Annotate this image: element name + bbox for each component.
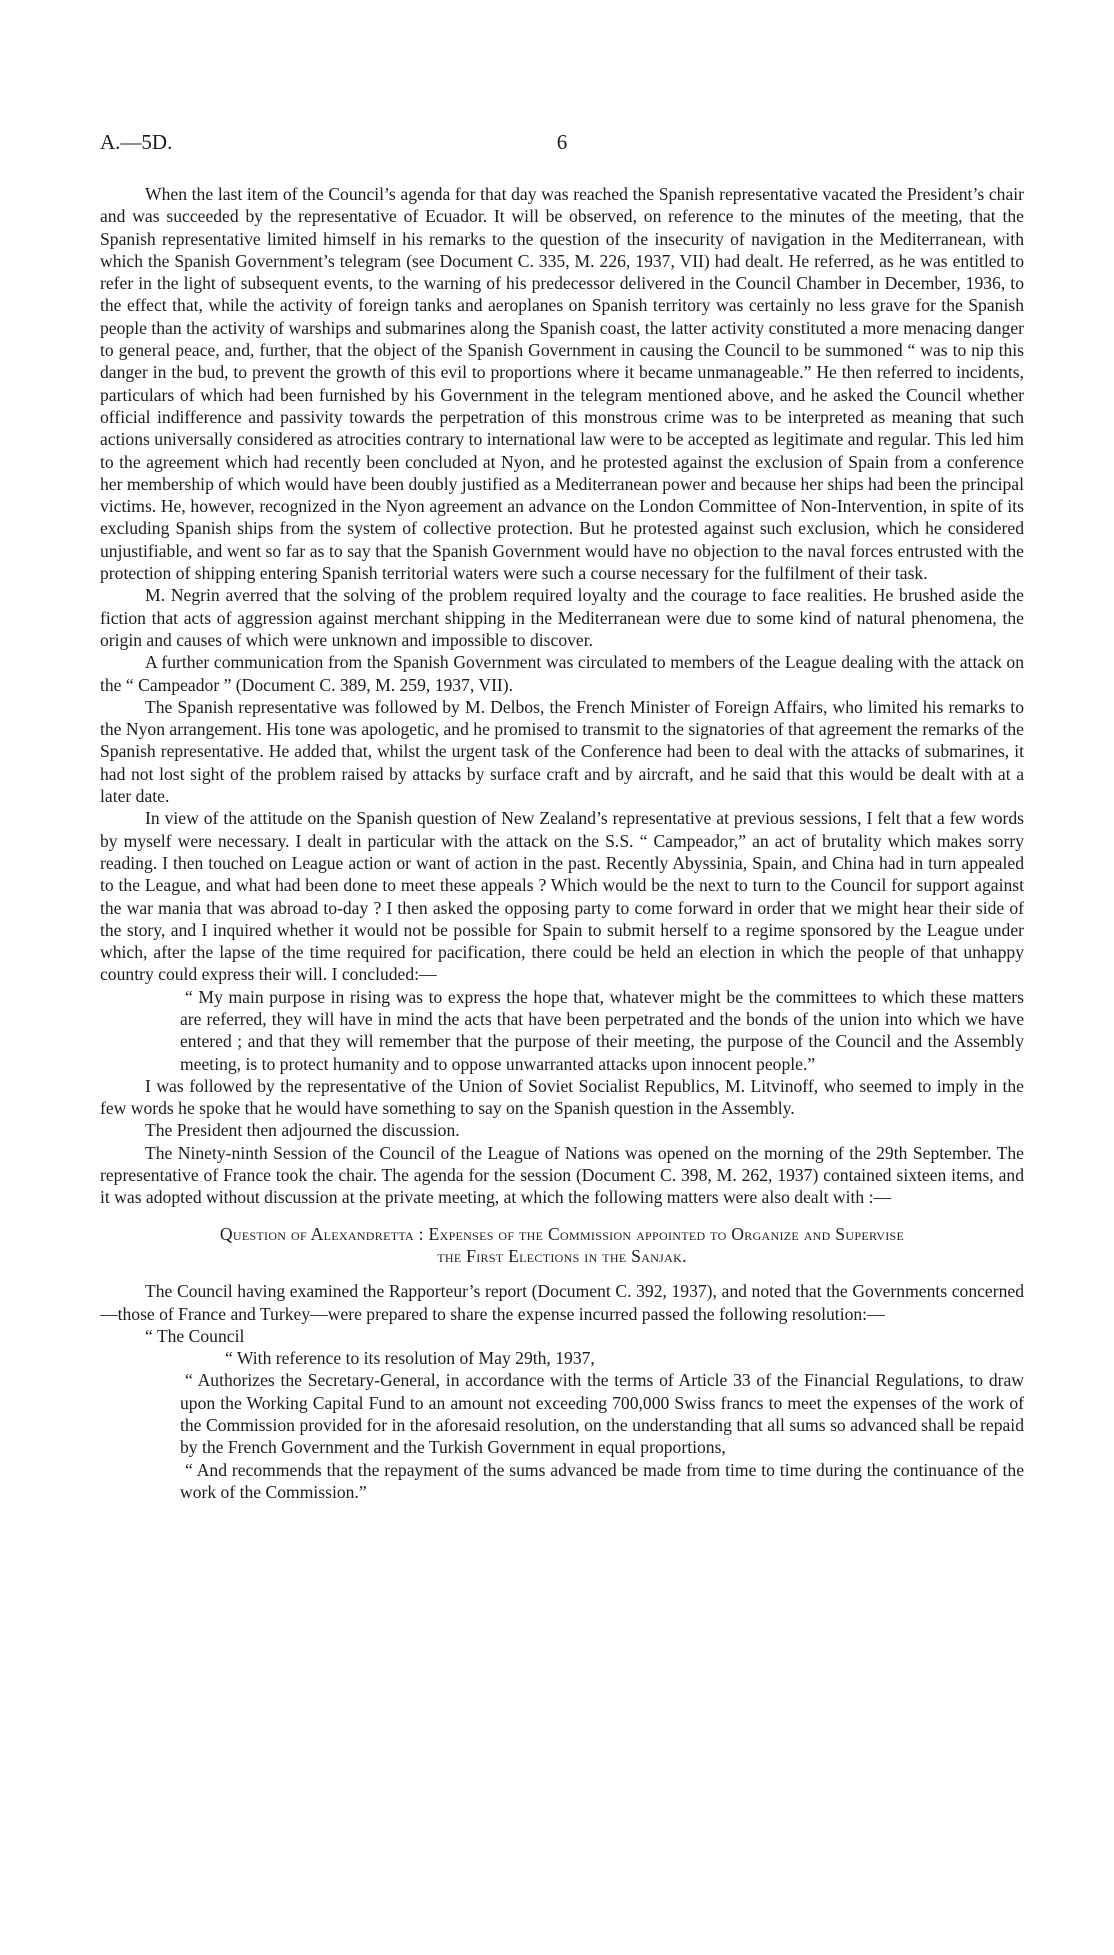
resolution-recommends: “ And recommends that the repayment of the sums advanced be made from time to time during the continuance of the work of the Commission.”: [180, 1459, 1024, 1502]
section-heading: [100, 1223, 1024, 1268]
paragraph-section-intro: The Council having examined the Rapporteur’s report (Document C. 392, 1937), and noted that the Governments concerned—those of France and Turkey—were prepared to share the expense incurred passed the following resolution:—: [100, 1281, 1024, 1324]
paragraph-ninety-ninth-session: The Ninety-ninth Session of the Council of the League of Nations was opened on the morning of the 29th September. The representative of France took the chair. The agenda for the session (Document C. 398, M. 262, 1937) contained sixteen items, and it was adopted without discussion at the private meeting, at which the following matters were also dealt with :—: [100, 1142, 1024, 1208]
paragraph-further-communication: A further communication from the Spanish Government was circulated to members of the League dealing with the attack on the “ Campeador ” (Document C. 389, M. 259, 1937, VII).: [100, 652, 1024, 695]
page-header: [100, 130, 1024, 160]
resolution-authorizes: “ Authorizes the Secretary-General, in accordance with the terms of Article 33 of the Financial Regulations, to draw upon the Working Capital Fund to an amount not exceeding 700,000 Swiss francs to meet the expenses of the work of the Commission provided for in the aforesaid resolution, on the understanding that all sums so advanced shall be repaid by the French Government and the Turkish Government in equal proportions,: [180, 1370, 1024, 1458]
resolution-lead: “ The Council: [145, 1325, 245, 1346]
paragraph-adjourned: The President then adjourned the discussion.: [145, 1120, 460, 1141]
paragraph-spanish-representative: When the last item of the Council’s agenda for that day was reached the Spanish representative vacated the President’s chair and was succeeded by the representative of Ecuador. It will be observed, on reference to the minutes of the meeting, that the Spanish representative limited himself in his remarks to the question of the insecurity of navigation in the Mediterranean, with which the Spanish Government’s telegram (see Document C. 335, M. 226, 1937, VII) had dealt. He referred, as he was entitled to refer in the light of subsequent events, to the warning of his predecessor delivered in the Council Chamber in December, 1936, to the effect that, while the activity of foreign tanks and aeroplanes on Spanish territory was certainly no less grave for the Spanish people than the activity of warships and submarines along the Spanish coast, the latter activity constituted a more menacing danger to general peace, and, further, that the object of the Spanish Government in causing the Council to be summoned “ was to nip this danger in the bud, to prevent the growth of this evil to proportions where it became unmanageable.” He then referred to incidents, particulars of which had been furnished by his Government in the telegram mentioned above, and he asked the Council whether official indifference and passivity towards the perpetration of this monstrous crime was to be interpreted as meaning that such actions universally considered as atrocities contrary to international law were to be accepted as legitimate and regular. This led him to the agreement which had recently been concluded at Nyon, and he protested against the exclusion of Spain from a conference her membership of which would have been doubly justified as a Mediterranean power and because her ships had been the principal victims. He, however, recognized in the Nyon agreement an advance on the London Committee of Non-Intervention, in spite of its excluding Spanish ships from the system of collective protection. But he protested against such exclusion, which he considered unjustifiable, and went so far as to say that the Spanish Government would have no objection to the naval forces entrusted with the protection of shipping entering Spanish territorial waters were such a course necessary for the fulfilment of their task.: [100, 184, 1024, 584]
document-body: [100, 183, 1024, 1503]
paragraph-litvinoff: I was followed by the representative of the Union of Soviet Socialist Republics, M. Litvinoff, who seemed to imply in the few words he spoke that he would have something to say on the Spanish question in the Assembly.: [100, 1075, 1024, 1119]
resolution-reference: “ With reference to its resolution of May 29th, 1937,: [225, 1348, 595, 1369]
document-reference: A.—5D.: [100, 130, 173, 154]
section-heading-line-1: Question of Alexandretta : Expenses of the Commission appointed to Organize and Supervise: [219, 1223, 905, 1244]
paragraph-delbos: The Spanish representative was followed by M. Delbos, the French Minister of Foreign Affairs, who limited his remarks to the Nyon arrangement. His tone was apologetic, and he promised to transmit to the signatories of that agreement the remarks of the Spanish representative. He added that, whilst the urgent task of the Conference had been to deal with the attacks of submarines, it had not lost sight of the problem raised by attacks by surface craft and by aircraft, and he said that this would be dealt with at a later date.: [100, 696, 1024, 807]
section-heading-line-2: the First Elections in the Sanjak.: [437, 1245, 687, 1266]
block-quote: “ My main purpose in rising was to express the hope that, whatever might be the committees to which these matters are referred, they will have in mind the acts that have been perpetrated and the bonds of the union into which we have entered ; and that they will remember that the purpose of their meeting, the purpose of the Council and the Assembly meeting, is to protect humanity and to oppose unwarranted attacks upon innocent people.”: [180, 986, 1024, 1074]
paragraph-new-zealand-view: In view of the attitude on the Spanish question of New Zealand’s representative at previous sessions, I felt that a few words by myself were necessary. I dealt in particular with the attack on the S.S. “ Campeador,” an act of brutality which makes sorry reading. I then touched on League action or want of action in the past. Recently Abyssinia, Spain, and China had in turn appealed to the League, and what had been done to meet these appeals ? Which would be the next to turn to the Council for support against the war mania that was abroad to-day ? I then asked the opposing party to come forward in order that we might hear their side of the story, and I inquired whether it would not be possible for Spain to submit herself to a regime sponsored by the League under which, after the lapse of the time required for pacification, there could be held an election in which the people of that unhappy country could express their will. I concluded:—: [100, 808, 1024, 985]
paragraph-negrin: M. Negrin averred that the solving of the problem required loyalty and the courage to face realities. He brushed aside the fiction that acts of aggression against merchant shipping in the Mediterranean were due to some kind of natural phenomena, the origin and causes of which were unknown and impossible to discover.: [100, 585, 1024, 650]
page-number: 6: [556, 130, 568, 154]
